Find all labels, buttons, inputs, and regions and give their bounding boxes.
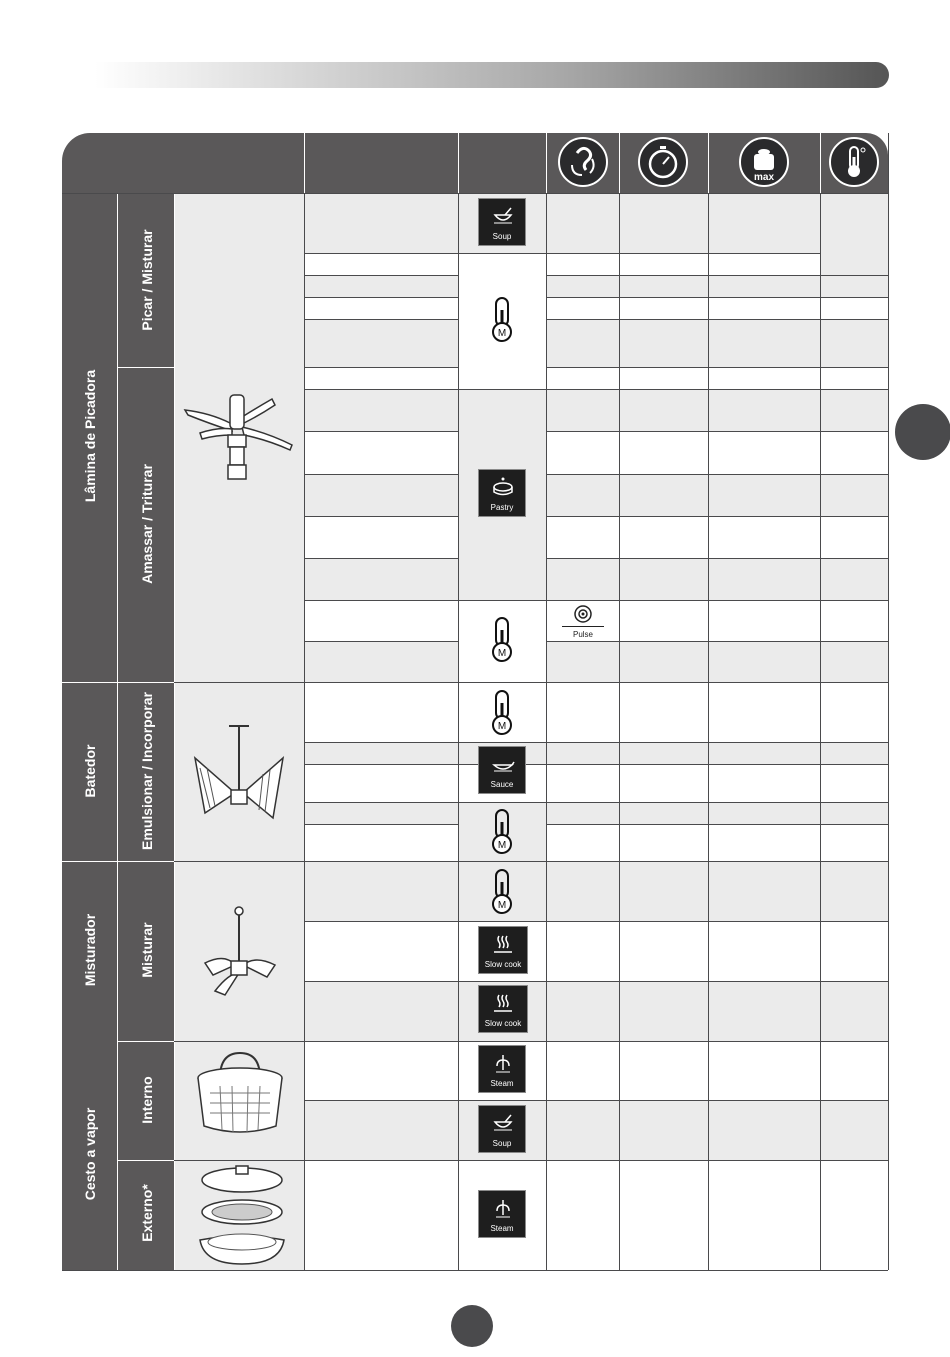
accessory-whisk-label: Batedor (82, 744, 98, 798)
svg-text:M: M (497, 721, 507, 732)
pastry-program-icon (478, 469, 526, 517)
slow-cook-program-icon (478, 926, 528, 974)
mixer-paddle-image (195, 903, 285, 999)
soup-label: Soup (492, 232, 512, 241)
sauce-label: Sauce (490, 780, 514, 789)
mode-chop-label: Picar / Misturar (139, 229, 155, 331)
sauce-program-icon (478, 746, 526, 794)
accessory-blade-label: Lâmina de Picadora (82, 369, 98, 503)
soup-program-icon (478, 198, 526, 246)
steam-program-icon (478, 1045, 526, 1093)
svg-text:M: M (497, 900, 507, 911)
pulse-speed-icon (548, 602, 618, 640)
chopping-blade-image (180, 385, 296, 485)
temperature-icon (829, 137, 879, 187)
mode-external-label: Externo* (139, 1184, 155, 1242)
accessory-column (62, 193, 174, 1270)
slow-cook-label: Slow cook (484, 1019, 522, 1028)
accessory-mixer-label: Misturador (82, 913, 98, 987)
steam-program-icon (478, 1190, 526, 1238)
external-steam-basket-image (192, 1162, 292, 1268)
manual-temperature-icon (490, 868, 514, 916)
max-weight-icon (739, 137, 789, 187)
timer-icon (638, 137, 688, 187)
svg-text:M: M (497, 648, 507, 659)
slow-cook-program-icon (478, 985, 528, 1033)
whisk-image (185, 718, 293, 828)
svg-text:M: M (497, 328, 507, 339)
pastry-label: Pastry (490, 503, 514, 512)
manual-temperature-icon (490, 689, 514, 737)
max-text: max (753, 172, 775, 183)
manual-temperature-icon (490, 808, 514, 856)
mode-knead-label: Amassar / Triturar (139, 464, 155, 584)
manual-temperature-icon (490, 616, 514, 664)
pulse-label: Pulse (572, 630, 593, 639)
accessory-steam-label: Cesto a vapor (82, 1107, 98, 1201)
mode-emulsify-label: Emulsionar / Incorporar (139, 692, 155, 850)
soup-label: Soup (492, 1139, 512, 1148)
speed-icon (558, 137, 608, 187)
steam-label: Steam (490, 1224, 514, 1233)
slow-cook-label: Slow cook (484, 960, 522, 969)
mode-internal-label: Interno (139, 1076, 155, 1124)
steam-label: Steam (490, 1079, 514, 1088)
mode-mix-label: Misturar (139, 922, 155, 978)
manual-temperature-icon (490, 296, 514, 344)
svg-text:M: M (497, 840, 507, 851)
soup-program-icon (478, 1105, 526, 1153)
internal-steam-basket-image (190, 1048, 290, 1138)
